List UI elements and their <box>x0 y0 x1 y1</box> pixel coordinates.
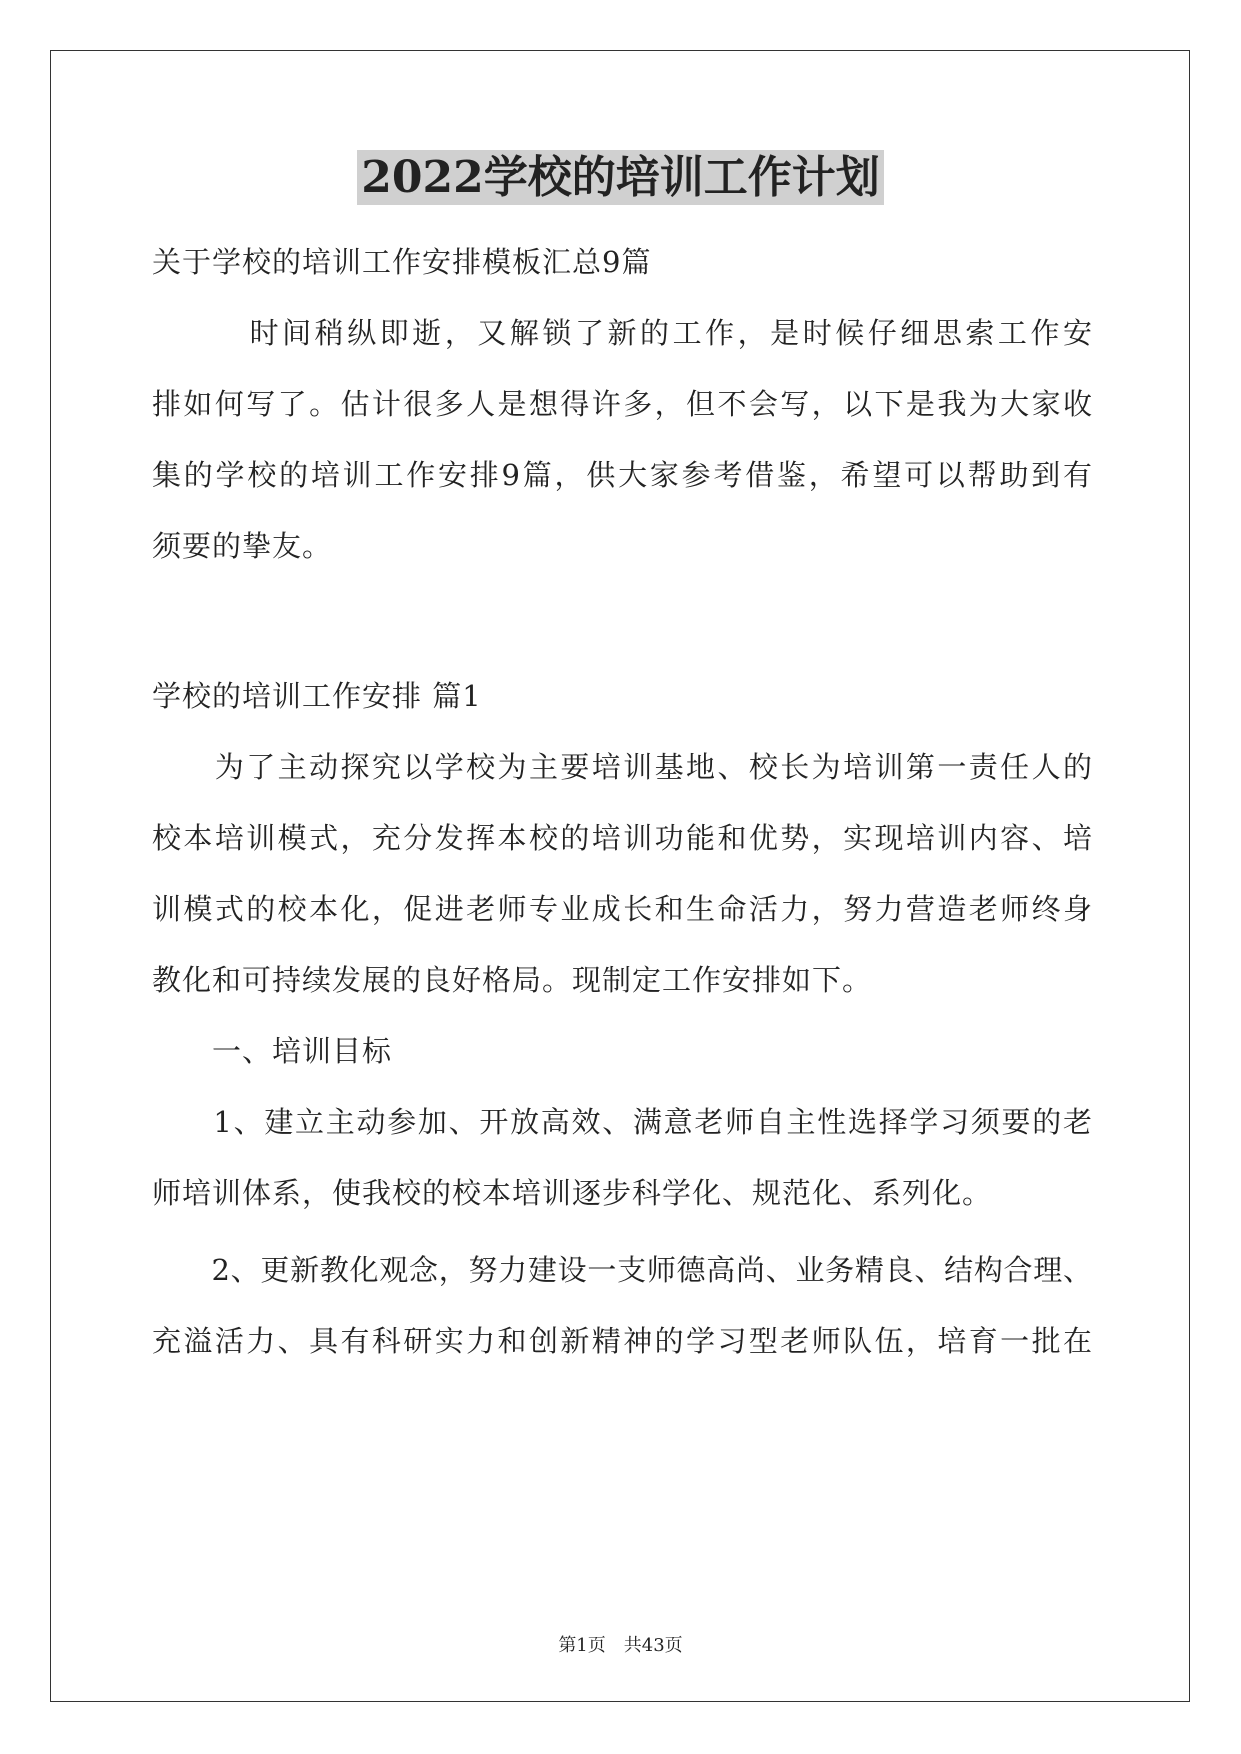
body-line: 1、建立主动参加、开放高效、满意老师自主性选择学习须要的老 <box>152 1105 1092 1139</box>
document-title-text: 2022学校的培训工作计划 <box>357 150 883 205</box>
body-line: 教化和可持续发展的良好格局。现制定工作安排如下。 <box>152 963 873 997</box>
body-line: 充溢活力、具有科研实力和创新精神的学习型老师队伍，培育一批在 <box>152 1324 1092 1358</box>
body-line: 为了主动探究以学校为主要培训基地、校长为培训第一责任人的 <box>152 750 1092 784</box>
doc-subtitle: 关于学校的培训工作安排模板汇总9篇 <box>152 245 652 279</box>
body-line: 师培训体系，使我校的校本培训逐步科学化、规范化、系列化。 <box>152 1176 993 1210</box>
body-line: 集的学校的培训工作安排9篇，供大家参考借鉴，希望可以帮助到有 <box>152 458 1092 492</box>
body-line: 时间稍纵即逝，又解锁了新的工作，是时候仔细思索工作安 <box>152 316 1092 350</box>
body-line: 排如何写了。估计很多人是想得许多，但不会写，以下是我为大家收 <box>152 387 1092 421</box>
body-line: 须要的挚友。 <box>152 529 333 563</box>
body-line: 校本培训模式，充分发挥本校的培训功能和优势，实现培训内容、培 <box>152 821 1092 855</box>
page-footer: 第1页 共43页 <box>558 1635 683 1656</box>
subheading-line: 一、培训目标 <box>152 1034 393 1068</box>
section-heading: 学校的培训工作安排 篇1 <box>152 679 482 713</box>
document-title <box>0 148 1241 208</box>
body-line: 2、更新教化观念，努力建设一支师德高尚、业务精良、结构合理、 <box>152 1253 1092 1287</box>
page-border <box>50 50 1190 1702</box>
body-line: 训模式的校本化，促进老师专业成长和生命活力，努力营造老师终身 <box>152 892 1092 926</box>
